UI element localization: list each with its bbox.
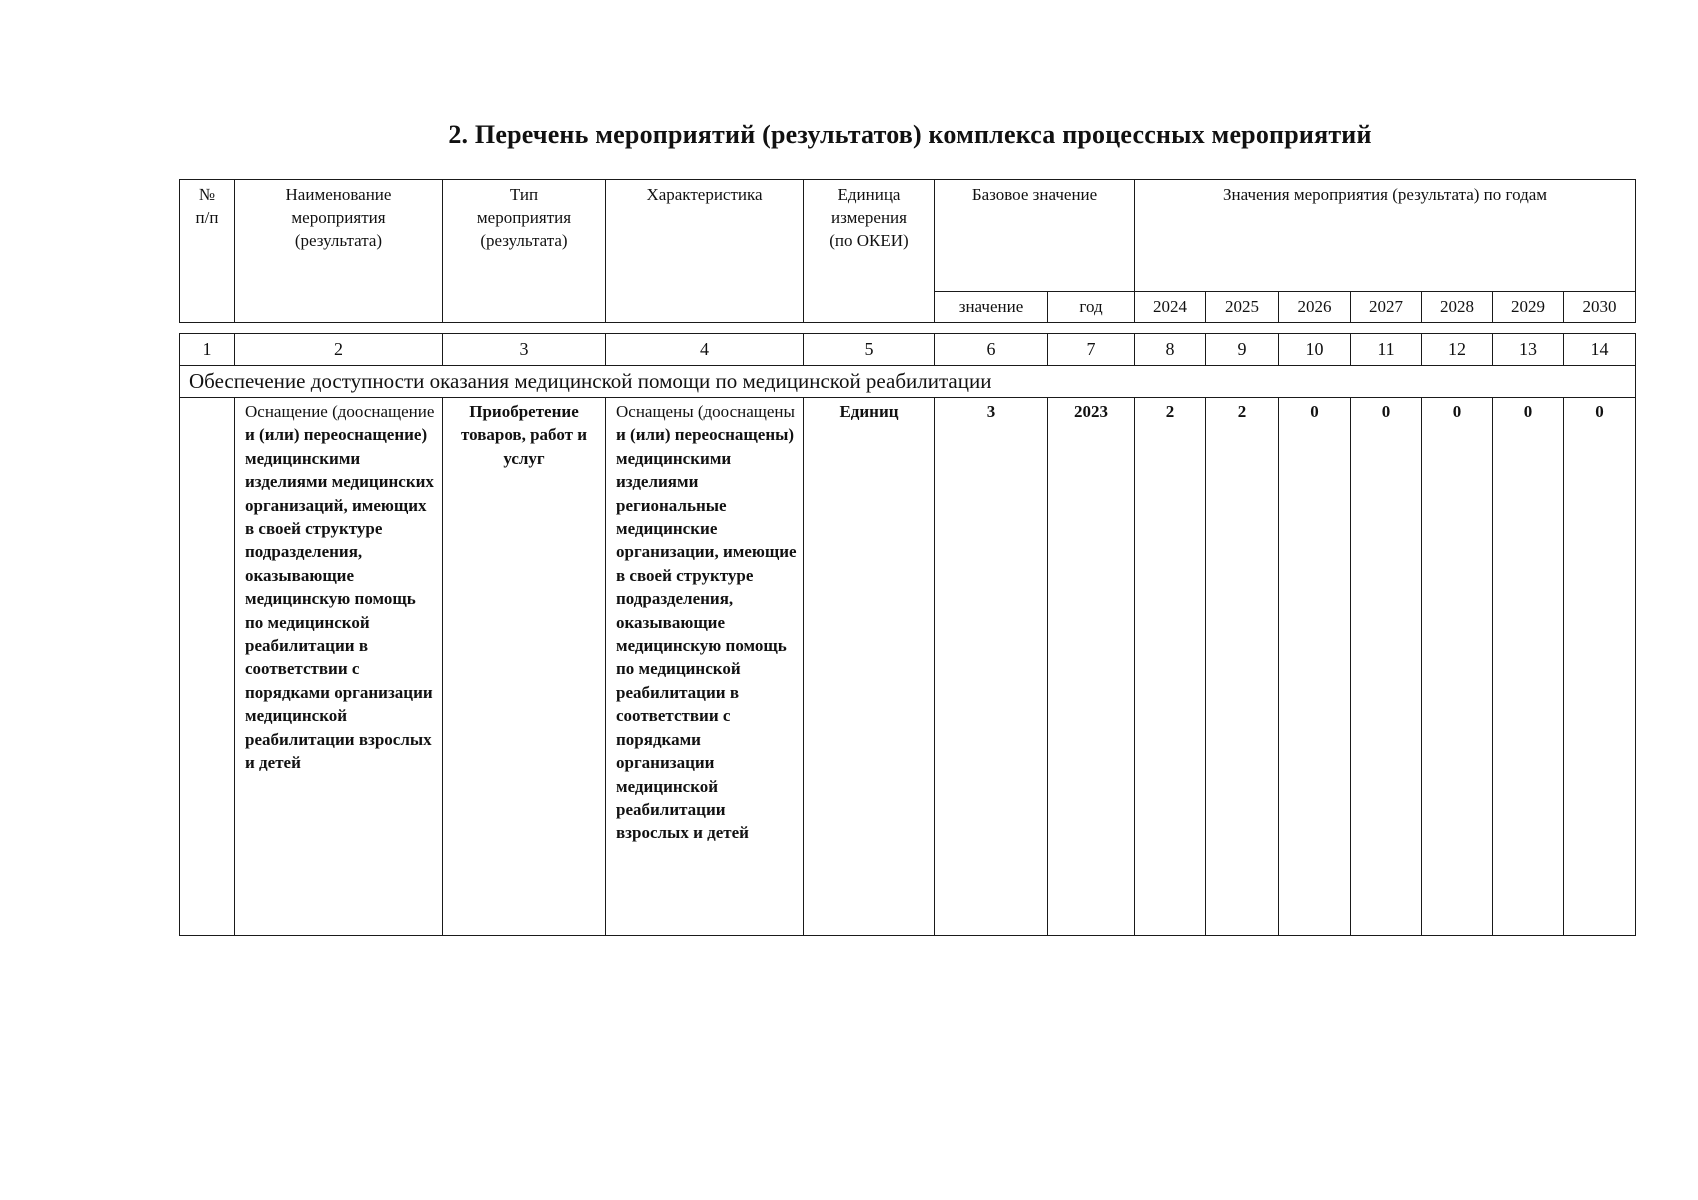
- header-year-2026: 2026: [1279, 292, 1351, 323]
- row-num: [180, 398, 235, 936]
- header-name: Наименование мероприятия (результата): [235, 180, 443, 323]
- section-row: [180, 366, 1636, 398]
- column-number: 3: [443, 334, 606, 366]
- header-unit: Единица измерения (по ОКЕИ): [804, 180, 935, 323]
- row-value-2026: 0: [1279, 398, 1351, 936]
- row-value-2029: 0: [1493, 398, 1564, 936]
- column-number: 13: [1493, 334, 1564, 366]
- header-year-2025: 2025: [1206, 292, 1279, 323]
- row-value-2024: 2: [1135, 398, 1206, 936]
- column-number: 4: [606, 334, 804, 366]
- row-characteristic: Оснащены (дооснащены и (или) переоснащены) медицинскими изделиями региональные медицинские организации, имеющие в своей структуре подразделения, оказывающие медицинскую помощь по медицинской реабилитации в соответствии с порядками организации медицинской реабилитации взрослых и детей: [606, 398, 804, 936]
- column-number: 10: [1279, 334, 1351, 366]
- header-year-2024: 2024: [1135, 292, 1206, 323]
- row-name: Оснащение (дооснащение и (или) переоснащение) медицинскими изделиями медицинских организаций, имеющих в своей структуре подразделения, оказывающие медицинскую помощь по медицинской реабилитации в соответствии с порядками организации медицинской реабилитации взрослых и детей: [235, 398, 443, 936]
- header-base-value: Базовое значение: [935, 180, 1135, 292]
- header-year-2029: 2029: [1493, 292, 1564, 323]
- row-value-2027: 0: [1351, 398, 1422, 936]
- document-title: 2. Перечень мероприятий (результатов) комплекса процессных мероприятий: [448, 120, 1372, 149]
- column-number: 11: [1351, 334, 1422, 366]
- column-number: 6: [935, 334, 1048, 366]
- header-base-sub-value: значение: [935, 292, 1048, 323]
- column-number: 2: [235, 334, 443, 366]
- header-base-sub-year: год: [1048, 292, 1135, 323]
- header-type: Тип мероприятия (результата): [443, 180, 606, 323]
- header-num: № п/п: [180, 180, 235, 323]
- column-number: 14: [1564, 334, 1636, 366]
- header-year-2030: 2030: [1564, 292, 1636, 323]
- header-year-2028: 2028: [1422, 292, 1493, 323]
- header-table: [179, 179, 1636, 323]
- row-type: Приобретение товаров, работ и услуг: [443, 398, 606, 936]
- row-value-2025: 2: [1206, 398, 1279, 936]
- body-table: [179, 333, 1636, 936]
- row-unit: Единиц: [804, 398, 935, 936]
- column-number-row: [180, 334, 1636, 366]
- header-year-2027: 2027: [1351, 292, 1422, 323]
- table-row: [180, 398, 1636, 936]
- header-year-values: Значения мероприятия (результата) по годам: [1135, 180, 1636, 292]
- section-title: Обеспечение доступности оказания медицинской помощи по медицинской реабилитации: [180, 366, 1636, 398]
- column-number: 5: [804, 334, 935, 366]
- column-number: 9: [1206, 334, 1279, 366]
- column-number: 1: [180, 334, 235, 366]
- row-base-value: 3: [935, 398, 1048, 936]
- column-number: 8: [1135, 334, 1206, 366]
- row-value-2028: 0: [1422, 398, 1493, 936]
- column-number: 12: [1422, 334, 1493, 366]
- header-characteristic: Характеристика: [606, 180, 804, 323]
- row-value-2030: 0: [1564, 398, 1636, 936]
- row-base-year: 2023: [1048, 398, 1135, 936]
- column-number: 7: [1048, 334, 1135, 366]
